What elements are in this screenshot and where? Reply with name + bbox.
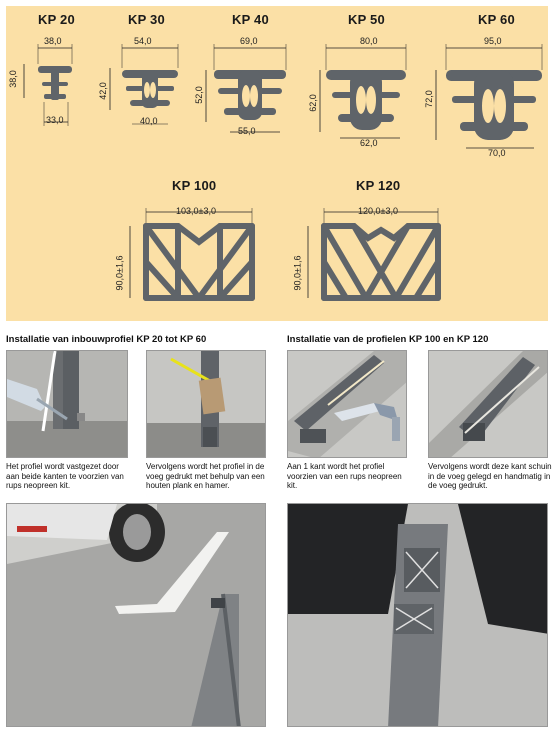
section-title-kp100-120: Installatie van de profielen KP 100 en KP 120	[287, 334, 489, 345]
kp40-title: KP 40	[232, 12, 269, 27]
profiles-panel	[6, 6, 548, 321]
kp100-profile-drawing	[118, 202, 268, 312]
kp120-title: KP 120	[356, 178, 401, 193]
kp20-bottom-dim: 33,0	[46, 115, 64, 125]
kp20-side-dim: 38,0	[7, 70, 18, 88]
kp50-bottom-dim: 62,0	[360, 138, 378, 148]
kp100-title: KP 100	[172, 178, 217, 193]
kp40-bottom-dim: 55,0	[238, 126, 256, 136]
caption-step-3: Aan 1 kant wordt het profiel voorzien van een rups neopreen kit.	[287, 462, 402, 490]
kp120-profile-drawing	[296, 202, 452, 312]
kp30-title: KP 30	[128, 12, 165, 27]
kp50-top-dim: 80,0	[360, 36, 378, 46]
section-title-kp20-60: Installatie van inbouwprofiel KP 20 tot KP 60	[6, 334, 207, 345]
kp40-profile-drawing	[194, 34, 304, 154]
kp30-side-dim: 42,0	[97, 82, 108, 100]
photo-insert-diagonal	[428, 350, 548, 458]
kp30-bottom-dim: 40,0	[140, 116, 158, 126]
kp40-top-dim: 69,0	[240, 36, 258, 46]
caption-step-2: Vervolgens wordt het profiel in de voeg gedrukt met behulp van een houten plank en hamer.	[146, 462, 265, 490]
kp100-side-dim: 90,0±1,6	[114, 255, 125, 291]
kp120-side-dim: 90,0±1,6	[292, 255, 303, 291]
kp30-top-dim: 54,0	[134, 36, 152, 46]
caption-step-1: Het profiel wordt vastgezet door aan beide kanten te voorzien van rups neopreen kit.	[6, 462, 124, 490]
kp60-top-dim: 95,0	[484, 36, 502, 46]
photo-kit-application	[6, 350, 128, 458]
caption-step-4: Vervolgens wordt deze kant schuin in de voeg gelegd en handmatig in de voeg gedrukt.	[428, 462, 552, 490]
kp20-title: KP 20	[38, 12, 75, 27]
kp60-title: KP 60	[478, 12, 515, 27]
photo-kp100-installed	[287, 503, 548, 727]
kp60-profile-drawing	[423, 34, 548, 164]
kp60-side-dim: 72,0	[423, 90, 434, 108]
photo-parking-installed	[6, 503, 266, 727]
kp20-top-dim: 38,0	[44, 36, 62, 46]
kp40-side-dim: 52,0	[193, 86, 204, 104]
kp100-top-dim: 103,0±3,0	[176, 206, 216, 216]
kp120-top-dim: 120,0±3,0	[358, 206, 398, 216]
photo-press-in-profile	[146, 350, 266, 458]
kp30-profile-drawing	[102, 34, 202, 144]
kp60-bottom-dim: 70,0	[488, 148, 506, 158]
photo-kit-one-side	[287, 350, 407, 458]
kp50-title: KP 50	[348, 12, 385, 27]
kp50-side-dim: 62,0	[307, 94, 318, 112]
